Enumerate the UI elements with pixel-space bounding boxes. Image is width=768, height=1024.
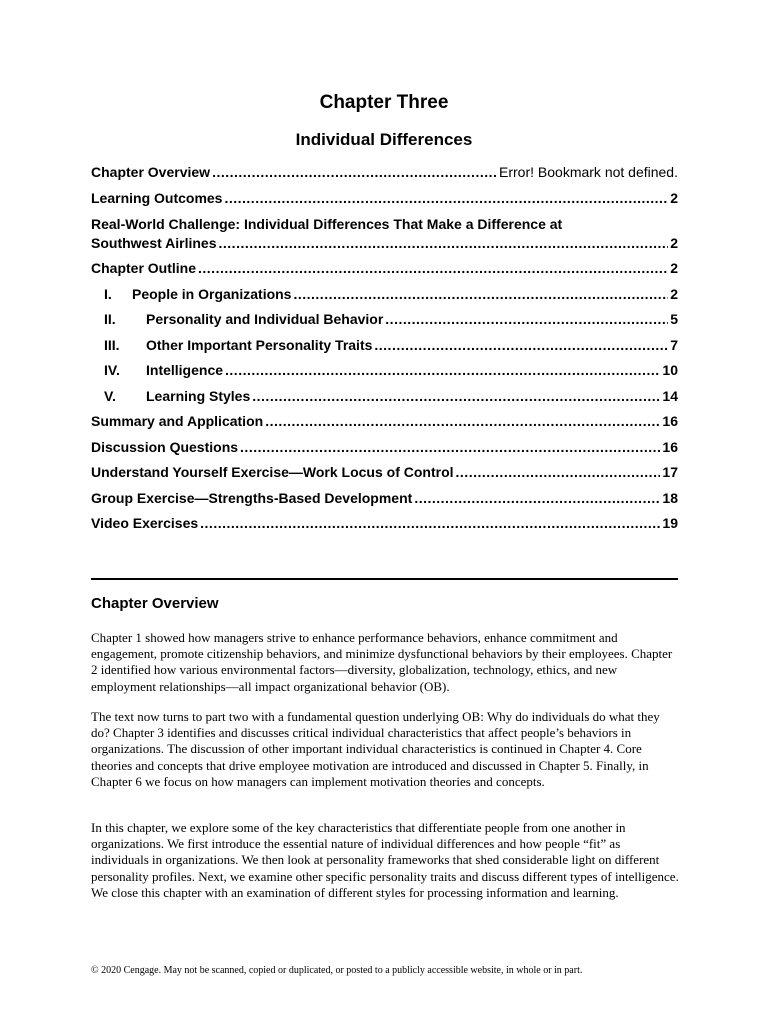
- toc-entry-group-exercise[interactable]: [91, 486, 678, 506]
- toc-entry-video-exercises[interactable]: [91, 511, 678, 531]
- toc-entry-page: 17: [662, 464, 678, 480]
- toc-entry-label: Discussion Questions: [91, 439, 239, 455]
- toc-entry-label: Intelligence: [146, 362, 224, 378]
- toc-entry-page: 19: [662, 515, 678, 531]
- body-paragraph: In this chapter, we explore some of the key characteristics that differentiate people from one another in organizations. We first introduce the essential nature of individual differences and how people “fit” as individuals in organizations. We then look at personality frameworks that shed considerable light on different personality profiles. Next, we examine other specific personality traits and discuss different types of intelligence. We close this chapter with an examination of different styles for processing information and learning.: [91, 820, 679, 900]
- body-paragraph: Chapter 1 showed how managers strive to enhance performance behaviors, enhance commitment and engagement, promote citizenship behaviors, and minimize dysfunctional behaviors by their employees. Chapter 2 identified how various environmental factors—diversity, globalization, technology, ethics, and new employment relationships—all impact organizational behavior (OB).: [91, 630, 673, 694]
- toc-entry-label: Chapter Outline: [91, 260, 197, 276]
- toc-entry-page: 10: [662, 362, 678, 378]
- toc-leader-dots: [240, 439, 660, 455]
- toc-entry-numeral: IV.: [104, 362, 120, 378]
- toc-entry-label: Understand Yourself Exercise—Work Locus of Control: [91, 464, 454, 480]
- toc-entry-label: Group Exercise—Strengths-Based Development: [91, 490, 413, 506]
- toc-entry-chapter-outline[interactable]: [91, 256, 678, 276]
- toc-entry-learning-outcomes[interactable]: [91, 186, 678, 206]
- toc-entry-label: Learning Outcomes: [91, 190, 223, 206]
- toc-entry-label: Summary and Application: [91, 413, 264, 429]
- toc-leader-dots: [219, 235, 669, 251]
- toc-leader-dots: [224, 190, 668, 206]
- toc-entry-summary-and-application[interactable]: [91, 409, 678, 429]
- copyright-footer: © 2020 Cengage. May not be scanned, copied or duplicated, or posted to a publicly accessible website, in whole or in part.: [91, 965, 583, 976]
- toc-entry-chapter-overview[interactable]: [91, 160, 678, 180]
- toc-entry-page: 2: [670, 286, 678, 302]
- toc-entry-page: 2: [670, 235, 678, 251]
- toc-entry-page: 14: [662, 388, 678, 404]
- toc-leader-dots: [198, 260, 668, 276]
- toc-entry-label: People in Organizations: [132, 286, 292, 302]
- toc-entry-page: Error! Bookmark not defined.: [499, 164, 678, 180]
- chapter-title: Chapter Three: [319, 92, 449, 113]
- toc-entry-page: 7: [670, 337, 678, 353]
- toc-entry-label: Personality and Individual Behavior: [146, 311, 384, 327]
- toc-entry-label: Learning Styles: [146, 388, 251, 404]
- toc-leader-dots: [265, 413, 660, 429]
- toc-entry-discussion-questions[interactable]: [91, 435, 678, 455]
- toc-entry-label: Chapter Overview: [91, 164, 211, 180]
- toc-entry-page: 16: [662, 439, 678, 455]
- toc-entry-page: 5: [670, 311, 678, 327]
- toc-leader-dots: [225, 362, 660, 378]
- toc-entry-intelligence[interactable]: [104, 358, 678, 378]
- toc-leader-dots: [200, 515, 660, 531]
- toc-leader-dots: [212, 164, 497, 180]
- chapter-subtitle: Individual Differences: [295, 130, 473, 149]
- toc-entry-numeral: I.: [104, 286, 112, 302]
- toc-entry-page: 18: [662, 490, 678, 506]
- toc-entry-label: Southwest Airlines: [91, 235, 217, 251]
- toc-entry-label: Video Exercises: [91, 515, 199, 531]
- toc-leader-dots: [374, 337, 668, 353]
- toc-entry-numeral: II.: [104, 311, 116, 327]
- section-divider: [91, 578, 678, 580]
- toc-entry-people-in-organizations[interactable]: [104, 282, 678, 302]
- toc-entry-other-important-personality-traits[interactable]: [104, 333, 678, 353]
- toc-entry-numeral: V.: [104, 388, 116, 404]
- toc-entry-learning-styles[interactable]: [104, 384, 678, 404]
- toc-entry-label: Real-World Challenge: Individual Differences That Make a Difference at: [91, 216, 563, 232]
- body-paragraph: The text now turns to part two with a fundamental question underlying OB: Why do individuals do what they do? Chapter 3 identifies and discusses critical individual characteristics that affect people’s behaviors in organizations. The discussion of other important individual characteristics is continued in Chapter 4. Core theories and concepts that drive employee motivation are introduced and discussed in Chapter 5. Finally, in Chapter 6 we focus on how managers can implement motivation theories and concepts.: [91, 709, 660, 789]
- toc-entry-label: Other Important Personality Traits: [146, 337, 373, 353]
- toc-leader-dots: [414, 490, 660, 506]
- toc-entry-real-world-challenge[interactable]: [91, 231, 678, 251]
- toc-entry-understand-yourself-exercise[interactable]: [91, 460, 678, 480]
- toc-entry-page: 16: [662, 413, 678, 429]
- toc-leader-dots: [293, 286, 668, 302]
- toc-leader-dots: [456, 464, 661, 480]
- toc-entry-page: 2: [670, 260, 678, 276]
- section-heading: Chapter Overview: [91, 595, 219, 612]
- toc-entry-page: 2: [670, 190, 678, 206]
- toc-entry-numeral: III.: [104, 337, 120, 353]
- toc-leader-dots: [252, 388, 660, 404]
- toc-entry-real-world-challenge-line1[interactable]: [91, 212, 678, 232]
- toc-leader-dots: [385, 311, 668, 327]
- toc-entry-personality-and-individual-behavior[interactable]: [104, 307, 678, 327]
